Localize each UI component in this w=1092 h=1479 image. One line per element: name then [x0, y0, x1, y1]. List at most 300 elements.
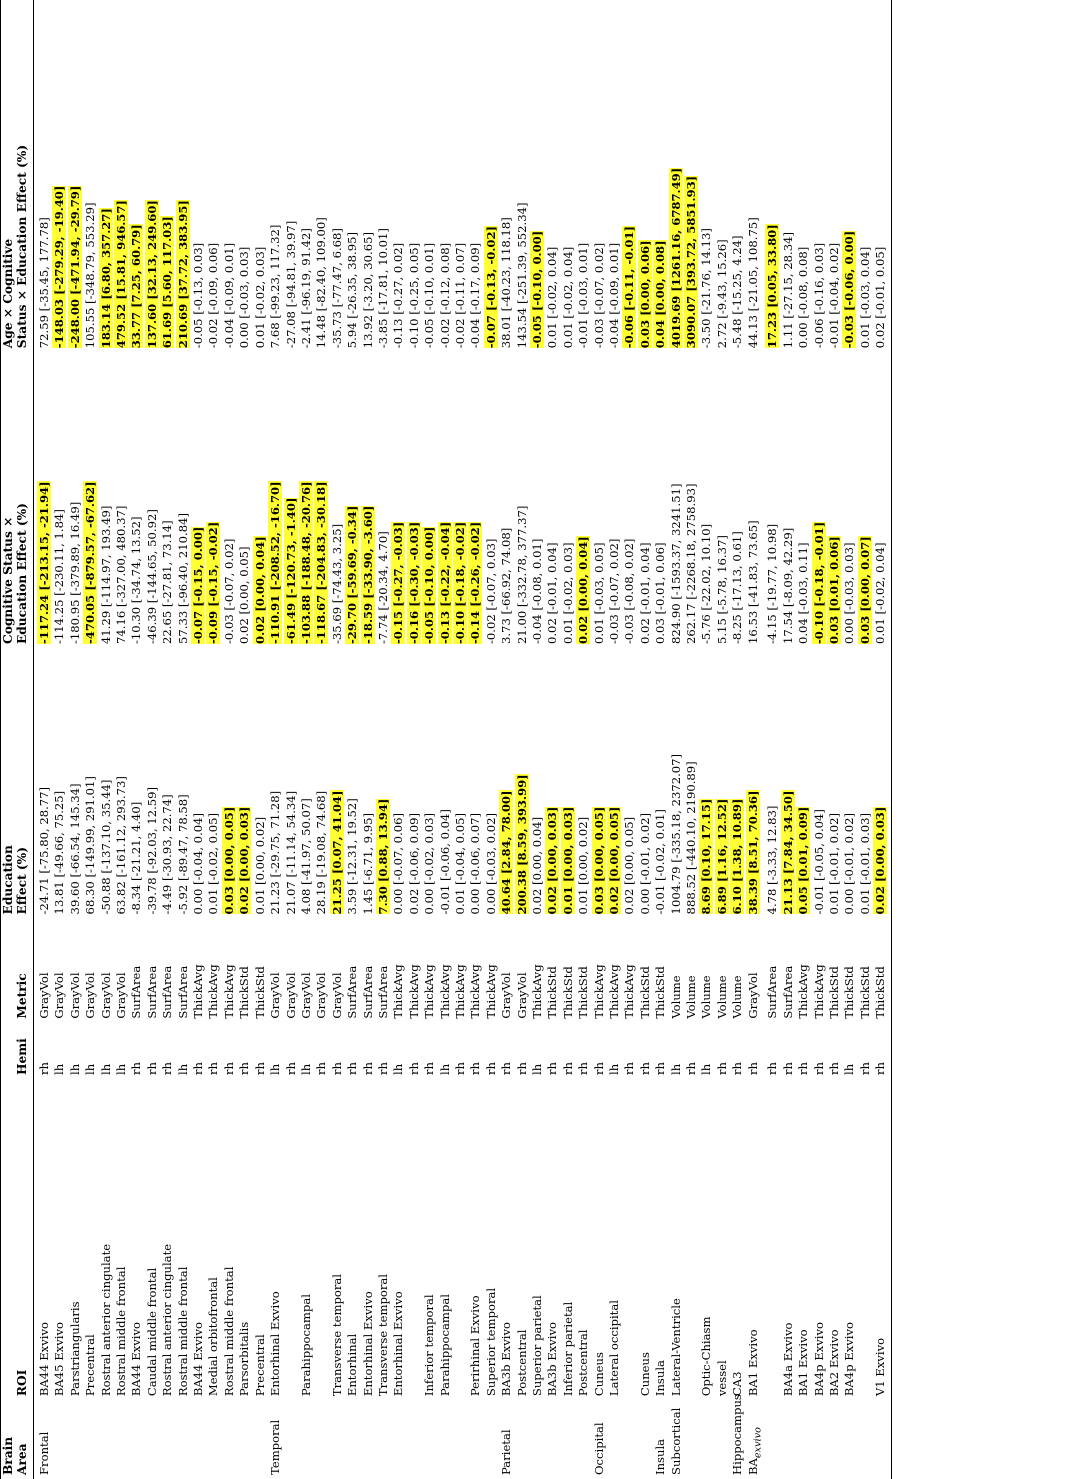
cell-brain-area: [206, 1400, 221, 1479]
cell-hemi-value: rh: [560, 1061, 575, 1075]
cell-cognitive-education-effect: [858, 352, 873, 648]
cell-hemi: [391, 1023, 406, 1079]
cell-age-cognitive-education-effect: [607, 0, 622, 352]
cell-cognitive-education-effect: [314, 352, 329, 648]
cell-cognitive-education-effect-value: 0.02 [-0.01, 0.04]: [637, 542, 652, 644]
cell-age-cognitive-education-effect-value: 38.01 [-40.23, 118.18]: [499, 217, 514, 349]
cell-cognitive-education-effect-value: 0.03 [0.00, 0.07]: [857, 536, 872, 644]
cell-metric: [545, 918, 560, 1022]
cell-metric: [191, 918, 206, 1022]
cell-age-cognitive-education-effect-value: 183.14 [6.80, 357.27]: [98, 208, 113, 349]
cell-metric-value: SurfArea: [345, 965, 360, 1019]
cell-metric: [515, 918, 530, 1022]
table-row: [796, 0, 811, 1479]
header-hemi: Hemi: [1, 1023, 34, 1079]
cell-cognitive-education-effect: [873, 352, 891, 648]
cell-cognitive-education-effect-value: 17.54 [-8.09, 42.29]: [780, 527, 795, 644]
cell-age-cognitive-education-effect-value: 0.00 [-0.08, 0.08]: [796, 246, 811, 349]
cell-age-cognitive-education-effect: [468, 0, 483, 352]
cell-cognitive-education-effect: [330, 352, 345, 648]
table-row: [145, 0, 160, 1479]
cell-age-cognitive-education-effect-value: -0.02 [-0.11, 0.07]: [452, 242, 467, 349]
cell-roi-value: Lateral-Ventricle: [668, 1298, 683, 1397]
cell-cognitive-education-effect: [684, 352, 699, 648]
cell-roi: [99, 1079, 114, 1400]
cell-age-cognitive-education-effect: [52, 0, 67, 352]
cell-age-cognitive-education-effect-value: 61.69 [5.60, 117.03]: [160, 216, 175, 349]
cell-roi: [653, 1079, 668, 1400]
cell-metric: [765, 918, 780, 1022]
cell-metric-value: ThickAvg: [811, 964, 826, 1019]
cell-age-cognitive-education-effect-value: 1.11 [-27.15, 28.34]: [780, 231, 795, 349]
cell-cognitive-education-effect-value: 21.00 [-332.78, 377.37]: [514, 505, 529, 644]
cell-hemi: [781, 1023, 796, 1079]
cell-metric-value: Volume: [684, 975, 699, 1019]
cell-roi: [515, 1079, 530, 1400]
cell-brain-area-value: Hippocampus: [730, 1394, 745, 1475]
cell-brain-area: [873, 1400, 891, 1479]
cell-education-effect-value: 63.82 [-161.12, 293.73]: [114, 776, 129, 915]
cell-cognitive-education-effect-value: 22.65 [-27.81, 73.14]: [160, 520, 175, 644]
cell-education-effect-value: 0.03 [0.00, 0.05]: [221, 806, 236, 915]
cell-roi: [530, 1079, 545, 1400]
cell-education-effect-value: 21.13 [7.84, 34.50]: [780, 790, 795, 915]
cell-hemi: [545, 1023, 560, 1079]
cell-roi: [812, 1079, 827, 1400]
cell-age-cognitive-education-effect-value: -3.50 [-21.76, 14.13]: [699, 228, 714, 349]
cell-age-cognitive-education-effect-value: 44.13 [-21.05, 108.75]: [745, 217, 760, 349]
cell-hemi-value: lh: [52, 1063, 67, 1075]
cell-metric: [253, 918, 268, 1022]
cell-education-effect: [114, 648, 129, 918]
cell-roi-value: BA1 Exvivo: [796, 1329, 811, 1397]
cell-roi: [160, 1079, 175, 1400]
cell-age-cognitive-education-effect-value: -2.41 [-96.19, 91.42]: [298, 228, 313, 349]
cell-cognitive-education-effect: [484, 352, 499, 648]
cell-metric-value: ThickStd: [637, 966, 652, 1019]
cell-brain-area: [827, 1400, 842, 1479]
cell-education-effect-value: 888.52 [-440.10, 2190.89]: [684, 761, 699, 915]
cell-hemi: [145, 1023, 160, 1079]
cell-education-effect-value: -50.88 [-137.10, 35.44]: [98, 779, 113, 915]
header-education-effect: Education Effect (%): [1, 648, 34, 918]
cell-roi-value: Insula: [653, 1360, 668, 1397]
cell-age-cognitive-education-effect-value: -0.03 [-0.07, 0.02]: [591, 242, 606, 349]
cell-metric-value: ThickAvg: [391, 964, 406, 1019]
cell-roi: [842, 1079, 857, 1400]
cell-brain-area: [191, 1400, 206, 1479]
cell-hemi: [314, 1023, 329, 1079]
cell-education-effect: [827, 648, 842, 918]
cell-age-cognitive-education-effect-value: 479.52 [15.81, 946.57]: [114, 200, 129, 349]
cell-cognitive-education-effect: [160, 352, 175, 648]
table-row: [222, 0, 237, 1479]
cell-metric: [99, 918, 114, 1022]
cell-cognitive-education-effect: [468, 352, 483, 648]
cell-brain-area: [253, 1400, 268, 1479]
cell-metric-value: ThickStd: [873, 966, 888, 1019]
cell-metric-value: GrayVol: [52, 972, 67, 1019]
cell-hemi: [253, 1023, 268, 1079]
cell-age-cognitive-education-effect: [530, 0, 545, 352]
cell-roi-value: BA44 Exvivo: [37, 1322, 51, 1397]
cell-age-cognitive-education-effect: [253, 0, 268, 352]
cell-roi-value: BA45 Exvivo: [52, 1322, 67, 1397]
cell-brain-area: [176, 1400, 191, 1479]
table-row: [499, 0, 514, 1479]
cell-hemi: [592, 1023, 607, 1079]
table-row: [129, 0, 144, 1479]
cell-hemi-value: rh: [252, 1061, 267, 1075]
cell-education-effect: [145, 648, 160, 918]
table-row: [607, 0, 622, 1479]
cell-brain-area: [422, 1400, 437, 1479]
cell-metric-value: ThickAvg: [221, 964, 236, 1019]
cell-metric-value: ThickAvg: [191, 964, 206, 1019]
cell-metric-value: GrayVol: [745, 972, 760, 1019]
cell-cognitive-education-effect-value: -8.25 [-17.13, 0.61]: [730, 531, 745, 644]
cell-cognitive-education-effect: [827, 352, 842, 648]
table-row: [422, 0, 437, 1479]
cell-education-effect-value: 13.81 [-49.66, 75.25]: [52, 790, 67, 915]
cell-age-cognitive-education-effect-value: -0.05 [-0.10, 0.00]: [530, 230, 544, 349]
cell-hemi: [484, 1023, 499, 1079]
cell-age-cognitive-education-effect-value: -148.03 [-279.29, -19.40]: [52, 185, 67, 349]
table-row: [684, 0, 699, 1479]
cell-cognitive-education-effect-value: -18.59 [-33.90, -3.60]: [360, 505, 375, 644]
cell-education-effect: [237, 648, 252, 918]
cell-education-effect-value: -0.01 [-0.02, 0.01]: [653, 809, 668, 915]
cell-cognitive-education-effect: [842, 352, 857, 648]
cell-education-effect: [345, 648, 360, 918]
cell-cognitive-education-effect: [715, 352, 730, 648]
cell-education-effect-value: 28.19 [-19.08, 74.68]: [314, 790, 329, 915]
cell-hemi-value: rh: [576, 1061, 591, 1075]
cell-education-effect-value: 0.01 [0.00, 0.02]: [252, 816, 267, 915]
cell-education-effect-value: 0.01 [-0.01, 0.03]: [857, 812, 872, 915]
table-row: [858, 0, 873, 1479]
cell-metric-value: GrayVol: [83, 972, 98, 1019]
cell-cognitive-education-effect: [561, 352, 576, 648]
cell-brain-area: [468, 1400, 483, 1479]
cell-age-cognitive-education-effect-value: -0.05 [-0.13, 0.03]: [191, 242, 206, 349]
cell-cognitive-education-effect-value: -103.88 [-188.48, -20.76]: [298, 481, 313, 644]
cell-education-effect-value: 0.02 [0.00, 0.05]: [622, 816, 637, 915]
cell-hemi: [715, 1023, 730, 1079]
cell-hemi-value: rh: [206, 1061, 221, 1075]
cell-metric-value: GrayVol: [283, 972, 298, 1019]
cell-cognitive-education-effect: [99, 352, 114, 648]
table-row: [622, 0, 637, 1479]
cell-brain-area: [268, 1400, 283, 1479]
cell-metric-value: ThickAvg: [468, 964, 483, 1019]
cell-hemi: [345, 1023, 360, 1079]
cell-age-cognitive-education-effect-value: 17.23 [0.05, 33.80]: [765, 224, 780, 349]
table-row: [330, 0, 345, 1479]
cell-roi-value: vessel: [714, 1360, 729, 1397]
cell-cognitive-education-effect: [530, 352, 545, 648]
cell-cognitive-education-effect-value: -0.04 [-0.08, 0.01]: [530, 538, 544, 644]
cell-cognitive-education-effect: [129, 352, 144, 648]
cell-education-effect-value: 38.39 [8.51, 70.36]: [745, 790, 760, 915]
cell-brain-area: [545, 1400, 560, 1479]
cell-roi: [873, 1079, 891, 1400]
cell-roi-value: Perirhinal Exvivo: [468, 1295, 483, 1397]
cell-hemi-value: rh: [499, 1061, 514, 1075]
cell-education-effect: [746, 648, 766, 918]
cell-metric: [438, 918, 453, 1022]
cell-hemi-value: lh: [607, 1063, 622, 1075]
cell-education-effect: [781, 648, 796, 918]
table-row: [576, 0, 591, 1479]
cell-metric-value: ThickAvg: [422, 964, 437, 1019]
cell-education-effect: [842, 648, 857, 918]
cell-cognitive-education-effect: [730, 352, 745, 648]
cell-age-cognitive-education-effect: [684, 0, 699, 352]
cell-education-effect-value: 7.30 [0.88, 13.94]: [375, 798, 390, 915]
cell-cognitive-education-effect-value: -0.10 [-0.18, -0.02]: [452, 521, 467, 644]
cell-cognitive-education-effect-value: 5.15 [-5.78, 16.37]: [714, 535, 729, 644]
cell-education-effect-value: 0.01 [-0.01, 0.02]: [827, 812, 842, 915]
cell-education-effect: [160, 648, 175, 918]
cell-education-effect-value: 6.10 [1.38, 10.89]: [730, 798, 745, 915]
cell-hemi-value: rh: [144, 1061, 159, 1075]
cell-brain-area: [796, 1400, 811, 1479]
cell-cognitive-education-effect-value: 262.17 [-2268.18, 2758.93]: [684, 483, 699, 644]
cell-age-cognitive-education-effect: [129, 0, 144, 352]
cell-age-cognitive-education-effect-value: 143.54 [-251.39, 552.34]: [514, 202, 529, 349]
table-row: [715, 0, 730, 1479]
cell-brain-area: [52, 1400, 67, 1479]
cell-education-effect: [176, 648, 191, 918]
cell-brain-area: [765, 1400, 780, 1479]
cell-hemi: [730, 1023, 745, 1079]
cell-brain-area: [145, 1400, 160, 1479]
cell-metric: [345, 918, 360, 1022]
cell-hemi: [765, 1023, 780, 1079]
cell-hemi-value: rh: [37, 1061, 51, 1075]
cell-age-cognitive-education-effect-value: -0.13 [-0.27, 0.02]: [391, 242, 406, 349]
cell-age-cognitive-education-effect-value: -0.06 [-0.11, -0.01]: [622, 225, 637, 349]
cell-age-cognitive-education-effect-value: -0.07 [-0.13, -0.02]: [483, 225, 498, 349]
cell-roi: [206, 1079, 221, 1400]
cell-brain-area: [330, 1400, 345, 1479]
cell-metric: [715, 918, 730, 1022]
cell-hemi: [515, 1023, 530, 1079]
cell-age-cognitive-education-effect: [145, 0, 160, 352]
cell-brain-area-subscript: exvivo: [752, 1427, 763, 1459]
table-row: [314, 0, 329, 1479]
cell-metric: [422, 918, 437, 1022]
cell-age-cognitive-education-effect: [730, 0, 745, 352]
cell-age-cognitive-education-effect-value: 0.00 [-0.03, 0.03]: [237, 246, 252, 349]
cell-roi-value: Superior temporal: [483, 1287, 498, 1397]
cell-metric: [796, 918, 811, 1022]
header-age-cognitive-education-effect: Age × Cognitive Status × Education Effect (%): [1, 0, 34, 352]
cell-hemi: [468, 1023, 483, 1079]
cell-hemi: [699, 1023, 714, 1079]
cell-metric: [83, 918, 98, 1022]
cell-cognitive-education-effect: [361, 352, 376, 648]
cell-metric: [206, 918, 221, 1022]
cell-metric-value: ThickAvg: [607, 964, 622, 1019]
table-row: [191, 0, 206, 1479]
cell-roi-value: Entorhinal Exvivo: [268, 1291, 283, 1397]
cell-metric: [391, 918, 406, 1022]
cell-age-cognitive-education-effect: [176, 0, 191, 352]
table-row: [345, 0, 360, 1479]
cell-age-cognitive-education-effect-value: -0.05 [-0.10, 0.01]: [422, 242, 437, 349]
cell-age-cognitive-education-effect: [34, 0, 53, 352]
cell-age-cognitive-education-effect: [499, 0, 514, 352]
cell-cognitive-education-effect: [622, 352, 637, 648]
cell-cognitive-education-effect-value: 74.16 [-327.00, 480.37]: [114, 505, 129, 644]
cell-hemi: [746, 1023, 766, 1079]
cell-brain-area: [376, 1400, 391, 1479]
cell-age-cognitive-education-effect: [284, 0, 299, 352]
cell-hemi: [858, 1023, 873, 1079]
cell-hemi: [191, 1023, 206, 1079]
cell-brain-area: [715, 1400, 730, 1479]
cell-hemi: [361, 1023, 376, 1079]
cell-education-effect-value: 0.02 [0.00, 0.04]: [530, 816, 544, 915]
cell-hemi: [653, 1023, 668, 1079]
cell-metric: [699, 918, 714, 1022]
cell-metric-value: GrayVol: [268, 972, 283, 1019]
cell-age-cognitive-education-effect: [68, 0, 83, 352]
table-row: [376, 0, 391, 1479]
cell-education-effect-value: 0.02 [0.00, 0.03]: [237, 806, 252, 915]
cell-metric-value: ThickStd: [560, 966, 575, 1019]
header-brain-area: Brain Area: [1, 1400, 34, 1479]
cell-cognitive-education-effect-value: -7.74 [-20.34, 4.70]: [375, 531, 390, 644]
cell-hemi-value: rh: [191, 1061, 206, 1075]
cell-roi: [422, 1079, 437, 1400]
cell-education-effect: [607, 648, 622, 918]
cell-age-cognitive-education-effect: [345, 0, 360, 352]
cell-metric-value: ThickAvg: [796, 964, 811, 1019]
cell-metric-value: GrayVol: [298, 972, 313, 1019]
cell-roi: [34, 1079, 53, 1400]
cell-age-cognitive-education-effect: [376, 0, 391, 352]
cell-brain-area: [99, 1400, 114, 1479]
cell-hemi-value: rh: [622, 1061, 637, 1075]
cell-age-cognitive-education-effect: [83, 0, 98, 352]
cell-roi-value: Entorhinal Exvivo: [391, 1291, 406, 1397]
cell-cognitive-education-effect: [268, 352, 283, 648]
cell-roi: [561, 1079, 576, 1400]
table-row: [842, 0, 857, 1479]
cell-metric-value: GrayVol: [98, 972, 113, 1019]
cell-brain-area: [781, 1400, 796, 1479]
cell-education-effect-value: 4.78 [-3.33, 12.83]: [765, 805, 780, 915]
cell-metric-value: ThickAvg: [437, 964, 452, 1019]
cell-cognitive-education-effect-value: 824.90 [-1593.37, 3241.51]: [668, 483, 683, 644]
table-body: [34, 0, 892, 1479]
header-metric: Metric: [1, 918, 34, 1022]
cell-brain-area: [561, 1400, 576, 1479]
cell-hemi: [638, 1023, 653, 1079]
cell-metric-value: SurfArea: [144, 965, 159, 1019]
cell-education-effect-value: -5.92 [-89.47, 78.58]: [175, 794, 190, 915]
cell-metric: [468, 918, 483, 1022]
cell-cognitive-education-effect: [545, 352, 560, 648]
cell-education-effect-value: 0.01 [-0.04, 0.05]: [452, 812, 467, 915]
cell-cognitive-education-effect: [191, 352, 206, 648]
cell-roi-value: Entorhinal Exvivo: [360, 1291, 375, 1397]
table-row: [99, 0, 114, 1479]
cell-brain-area: [684, 1400, 699, 1479]
cell-hemi: [827, 1023, 842, 1079]
cell-hemi: [114, 1023, 129, 1079]
cell-age-cognitive-education-effect-value: -0.01 [-0.04, 0.02]: [827, 242, 842, 349]
cell-cognitive-education-effect-value: 16.53 [-41.83, 73.65]: [745, 520, 760, 644]
cell-roi-value: Lateral occipital: [607, 1300, 622, 1397]
cell-roi-value: Precentral: [252, 1334, 267, 1397]
cell-hemi-value: lh: [699, 1063, 714, 1075]
cell-cognitive-education-effect-value: 0.02 [-0.01, 0.04]: [545, 542, 560, 644]
header-cognitive-education-effect: Cognitive Status × Education Effect (%): [1, 352, 34, 648]
cell-hemi-value: rh: [873, 1061, 888, 1075]
cell-cognitive-education-effect: [222, 352, 237, 648]
cell-hemi: [669, 1023, 684, 1079]
cell-brain-area-value: Parietal: [499, 1429, 514, 1475]
cell-education-effect: [545, 648, 560, 918]
cell-roi: [827, 1079, 842, 1400]
cell-brain-area-value: Insula: [653, 1438, 668, 1475]
cell-education-effect: [858, 648, 873, 918]
table-row: [653, 0, 668, 1479]
cell-age-cognitive-education-effect-value: 0.04 [0.00, 0.08]: [653, 240, 668, 349]
cell-roi-value: Optic-Chiasm: [699, 1316, 714, 1397]
cell-age-cognitive-education-effect: [561, 0, 576, 352]
cell-age-cognitive-education-effect: [699, 0, 714, 352]
cell-cognitive-education-effect-value: -470.05 [-879.57, -67.62]: [83, 481, 98, 644]
cell-education-effect: [715, 648, 730, 918]
cell-age-cognitive-education-effect: [576, 0, 591, 352]
cell-hemi: [268, 1023, 283, 1079]
cell-metric: [607, 918, 622, 1022]
cell-age-cognitive-education-effect-value: -0.06 [-0.16, 0.03]: [811, 242, 826, 349]
table-row: [391, 0, 406, 1479]
cell-brain-area: [222, 1400, 237, 1479]
cell-education-effect: [499, 648, 514, 918]
cell-hemi-value: rh: [827, 1061, 842, 1075]
cell-education-effect-value: 0.00 [-0.01, 0.02]: [637, 812, 652, 915]
table-row: [781, 0, 796, 1479]
cell-cognitive-education-effect: [376, 352, 391, 648]
cell-education-effect: [684, 648, 699, 918]
cell-hemi: [607, 1023, 622, 1079]
cell-metric: [407, 918, 422, 1022]
cell-age-cognitive-education-effect-value: 5.94 [-26.35, 38.95]: [345, 231, 360, 349]
cell-age-cognitive-education-effect: [638, 0, 653, 352]
cell-age-cognitive-education-effect: [873, 0, 891, 352]
cell-hemi: [222, 1023, 237, 1079]
table-row: [83, 0, 98, 1479]
cell-metric: [484, 918, 499, 1022]
cell-education-effect: [52, 648, 67, 918]
cell-hemi: [407, 1023, 422, 1079]
cell-roi-value: BA44 Exvivo: [129, 1322, 144, 1397]
cell-age-cognitive-education-effect: [827, 0, 842, 352]
table-row: [484, 0, 499, 1479]
cell-metric-value: Volume: [668, 975, 683, 1019]
cell-education-effect-value: 4.08 [-41.97, 50.07]: [298, 798, 313, 915]
table-row: [299, 0, 314, 1479]
cell-education-effect-value: -24.71 [-75.80, 28.77]: [37, 786, 51, 915]
cell-roi-value: Parahippocampal: [437, 1294, 452, 1397]
